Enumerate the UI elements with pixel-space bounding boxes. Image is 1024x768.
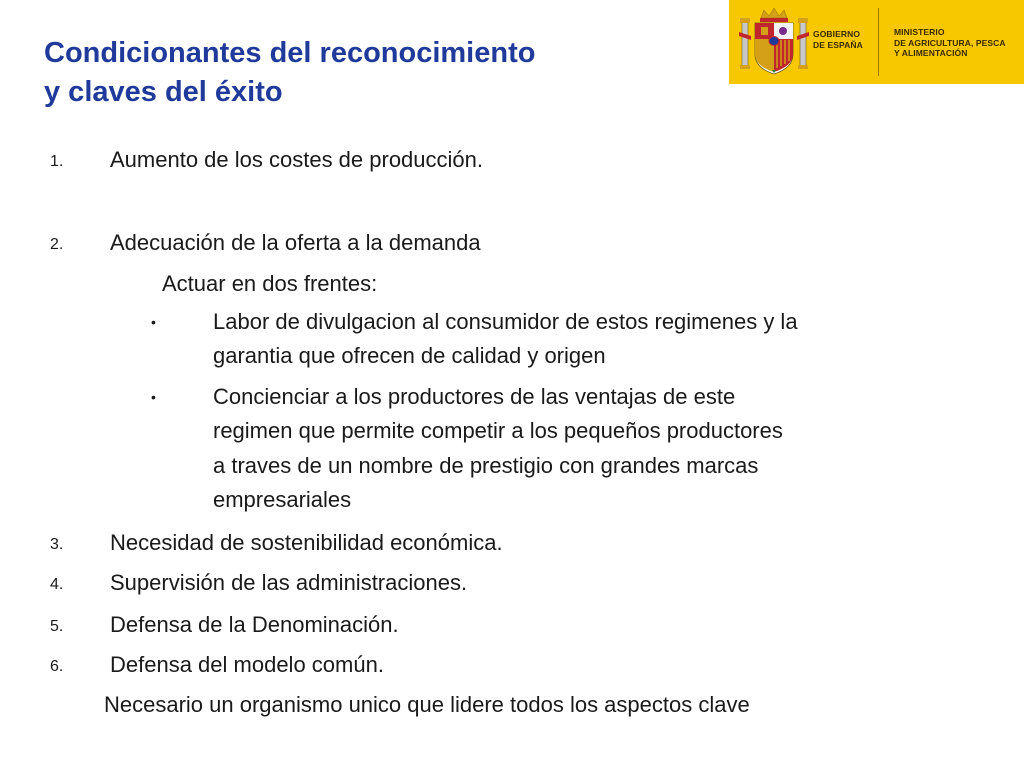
list-item-2-text: Adecuación de la oferta a la demanda bbox=[110, 230, 481, 255]
list-item-1-number: 1. bbox=[50, 153, 64, 170]
list-item-3-number: 3. bbox=[50, 536, 64, 553]
list-item-4-number: 4. bbox=[50, 576, 64, 593]
gobierno-line-1: GOBIERNO bbox=[813, 29, 861, 39]
sub-intro-text: Actuar en dos frentes: bbox=[162, 271, 378, 296]
bullet-2-symbol: • bbox=[151, 389, 156, 405]
bullet-2-text bbox=[213, 380, 1003, 517]
logo-divider bbox=[878, 8, 879, 76]
gobierno-line-2: DE ESPAÑA bbox=[813, 39, 863, 50]
bullet-1-symbol: • bbox=[151, 314, 156, 330]
coat-of-arms-icon bbox=[739, 6, 809, 78]
bullet-1-line-2: garantia que ofrecen de calidad y origen bbox=[213, 343, 606, 369]
list-item-6-text: Defensa del modelo común. bbox=[110, 652, 384, 677]
bullet-2-line-2: regimen que permite competir a los pequeños productores bbox=[213, 418, 783, 444]
slide-title-line-1: Condicionantes del reconocimiento bbox=[44, 37, 536, 69]
list-item-5-number: 5. bbox=[50, 618, 64, 635]
government-logo bbox=[729, 0, 1024, 84]
closing-statement: Necesario un organismo unico que lidere todos los aspectos clave bbox=[104, 692, 750, 717]
gobierno-text bbox=[813, 29, 863, 50]
ministerio-line-3: Y ALIMENTACIÓN bbox=[894, 48, 968, 58]
list-item-1-text: Aumento de los costes de producción. bbox=[110, 147, 484, 172]
bullet-2-line-4: empresariales bbox=[213, 486, 352, 512]
list-item-4-text: Supervisión de las administraciones. bbox=[110, 570, 468, 595]
ministerio-line-1: MINISTERIO bbox=[894, 27, 945, 37]
bullet-2-line-3: a traves de un nombre de prestigio con grandes marcas bbox=[213, 452, 759, 478]
list-item-6-number: 6. bbox=[50, 658, 64, 675]
slide-title bbox=[44, 34, 535, 112]
ministerio-line-2: DE AGRICULTURA, PESCA bbox=[894, 37, 1006, 48]
slide-title-line-2: y claves del éxito bbox=[44, 76, 283, 108]
bullet-2-line-1: Concienciar a los productores de las ventajas de este bbox=[213, 384, 736, 409]
bullet-1-line-1: Labor de divulgacion al consumidor de estos regimenes y la bbox=[213, 309, 798, 334]
list-item-5-text: Defensa de la Denominación. bbox=[110, 612, 399, 637]
ministerio-text bbox=[894, 27, 1006, 59]
list-item-3-text: Necesidad de sostenibilidad económica. bbox=[110, 530, 503, 555]
list-item-2-number: 2. bbox=[50, 236, 64, 253]
bullet-1-text bbox=[213, 305, 1003, 374]
